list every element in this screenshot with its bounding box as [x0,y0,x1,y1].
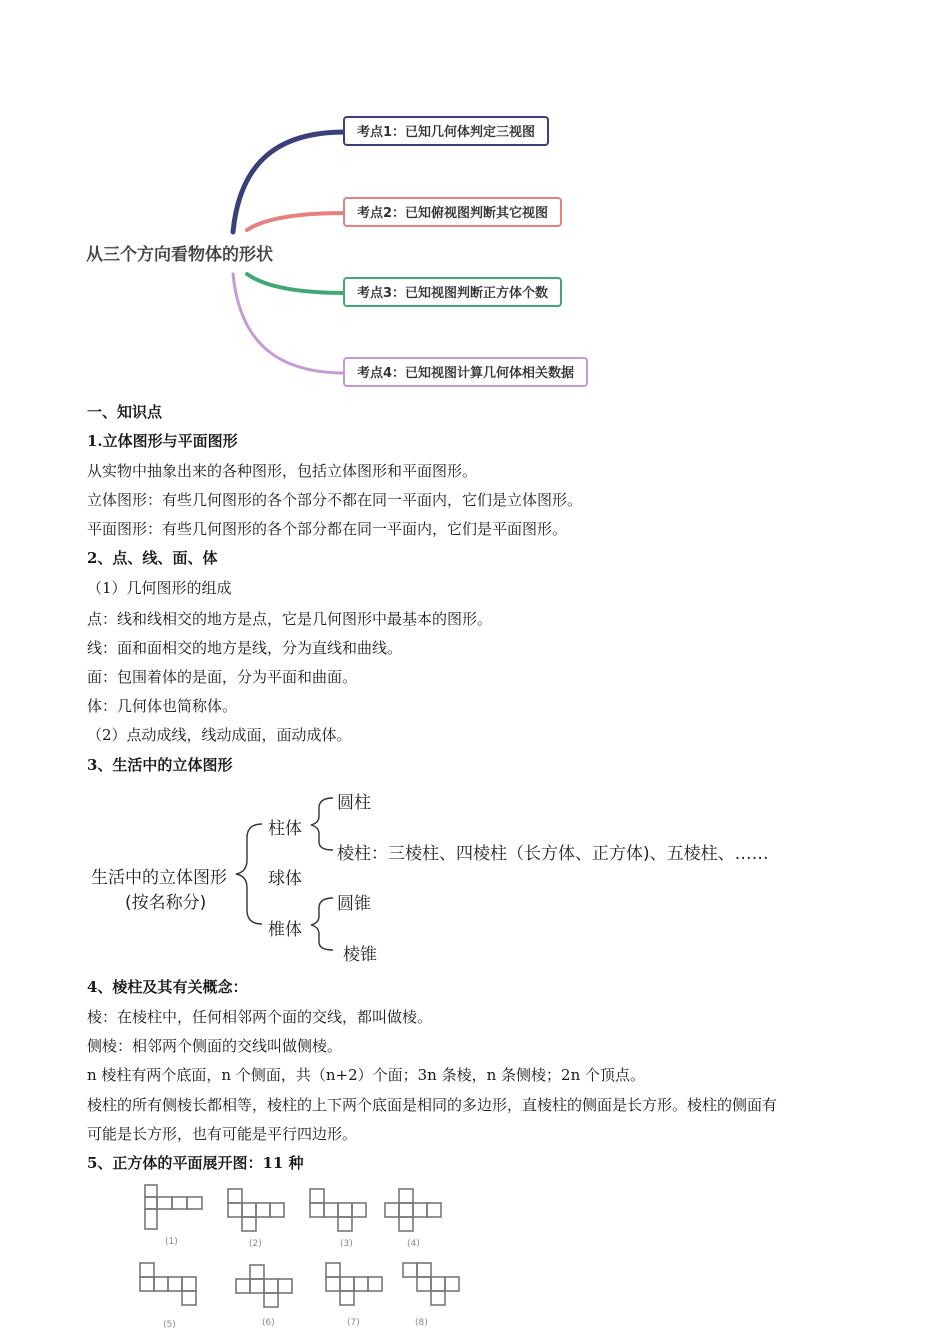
cube-net-6 [236,1265,292,1307]
paragraph: 从实物中抽象出来的各种图形，包括立体图形和平面图形。 [87,462,478,480]
cube-net-3 [310,1189,366,1231]
cube-nets-figure [0,1175,950,1344]
paragraph: （2）点动成线，线动成面，面动成体。 [87,726,352,744]
heading-2: 2、点、线、面、体 [87,549,218,567]
mindmap-node-1: 考点1：已知几何体判定三视图 [343,116,549,146]
cube-net-7 [326,1263,382,1305]
cube-net-8 [403,1263,459,1305]
paragraph: 侧棱：相邻两个侧面的交线叫做侧棱。 [87,1037,343,1055]
paragraph: 体：几何体也简称体。 [87,697,238,715]
tree-lengzhui: 棱锥 [343,945,377,965]
paragraph: 棱柱的所有侧棱长都相等，棱柱的上下两个底面是相同的多边形，直棱柱的侧面是长方形。棱柱的侧面有 [87,1096,778,1114]
paragraph: 立体图形：有些几何图形的各个部分不都在同一平面内，它们是立体图形。 [87,491,583,509]
tree-qiuti: 球体 [268,869,302,889]
mindmap-node-3: 考点3：已知视图判断正方体个数 [343,277,562,307]
branch-3 [247,274,345,293]
heading-3: 3、生活中的立体图形 [87,756,233,774]
tree-root-sub: (按名称分) [125,893,207,913]
paragraph: （1）几何图形的组成 [87,579,232,597]
net-label-3: (3) [340,1239,353,1249]
section-heading: 一、知识点 [87,403,163,421]
cube-net-5 [140,1263,196,1305]
paragraph: 面：包围着体的是面，分为平面和曲面。 [87,668,358,686]
cube-net-2 [228,1189,284,1231]
paragraph: 平面图形：有些几何图形的各个部分都在同一平面内，它们是平面图形。 [87,520,568,538]
heading-1: 1.立体图形与平面图形 [87,432,238,450]
paragraph: 线：面和面相交的地方是线，分为直线和曲线。 [87,639,403,657]
net-label-6: (6) [262,1318,275,1328]
cube-net-4 [385,1189,441,1231]
tree-yuanzhu: 圆柱 [337,793,371,813]
cube-net-1 [145,1185,202,1229]
mindmap-center: 从三个方向看物体的形状 [86,245,273,265]
tree-zhuiti: 椎体 [268,920,302,940]
branch-2 [247,213,345,230]
net-label-1: (1) [165,1237,178,1247]
mindmap-node-4: 考点4：已知视图计算几何体相关数据 [343,357,588,387]
tree-zhuti: 柱体 [268,819,302,839]
net-label-2: (2) [249,1239,262,1249]
net-label-7: (7) [347,1318,360,1328]
heading-4: 4、棱柱及其有关概念： [87,978,248,996]
paragraph: 棱：在棱柱中，任何相邻两个面的交线，都叫做棱。 [87,1008,433,1026]
paragraph: 可能是长方形，也有可能是平行四边形。 [87,1125,358,1143]
net-label-4: (4) [407,1239,420,1249]
net-label-8: (8) [415,1318,428,1328]
net-label-5: (5) [163,1320,176,1330]
paragraph: 点：线和线相交的地方是点，它是几何图形中最基本的图形。 [87,610,493,628]
heading-5: 5、正方体的平面展开图：11 种 [87,1154,304,1172]
tree-lengzhu: 棱柱：三棱柱、四棱柱（长方体、正方体)、五棱柱、…… [337,844,769,864]
paragraph: n 棱柱有两个底面，n 个侧面，共（n+2）个面；3n 条棱，n 条侧棱；2n 个顶点。 [87,1066,646,1084]
tree-root: 生活中的立体图形 [91,868,227,888]
mindmap-node-2: 考点2：已知俯视图判断其它视图 [343,197,562,227]
tree-yuanzhui: 圆锥 [337,894,371,914]
